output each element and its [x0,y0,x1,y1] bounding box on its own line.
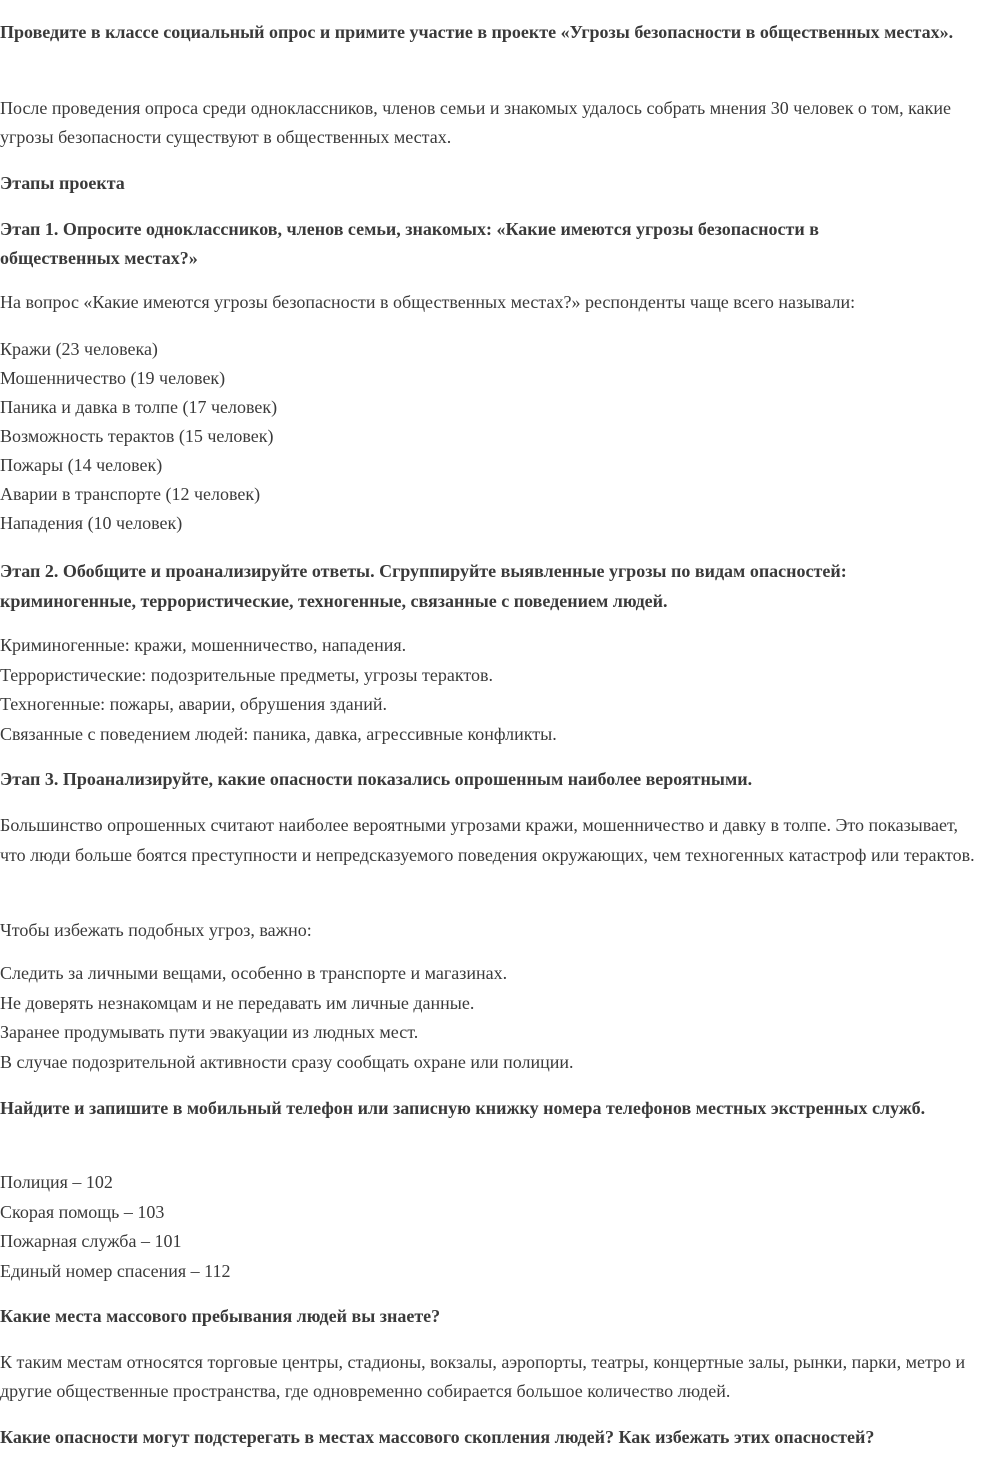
list-item: В случае подозрительной активности сразу сообщать охране или полиции. [0,1052,574,1073]
list-item: Пожарная служба – 101 [0,1231,182,1251]
list-item: Нападения (10 человек) [0,513,183,533]
places-heading: Какие места массового пребывания людей вы знаете? [0,1306,441,1326]
list-item: Скорая помощь – 103 [0,1201,165,1222]
stage2-heading: Этап 2. Обобщите и проанализируйте ответы. Сгруппируйте выявленные угрозы по видам опасностей: криминогенные, террористические, техногенные, связанные с поведением людей. [0,561,847,611]
list-item: Следить за личными вещами, особенно в транспорте и магазинах. [0,963,508,983]
places-text: К таким местам относятся торговые центры, стадионы, вокзалы, аэропорты, театры, концертные залы, рынки, парки, метро и другие общественные пространства, где одновременно собирается большое количество людей. [0,1352,966,1401]
intro-paragraph: После проведения опроса среди одноклассников, членов семьи и знакомых удалось собрать мнения 30 человек о том, какие угрозы безопасности существуют в общественных местах. [0,98,951,147]
list-item: Техногенные: пожары, аварии, обрушения зданий. [0,694,388,715]
stage2-list [0,631,975,750]
list-item: Аварии в транспорте (12 человек) [0,484,261,504]
stage1-heading: Этап 1. Опросите одноклассников, членов семьи, знакомых: «Какие имеются угрозы безопасности в общественных местах?» [0,219,819,268]
list-item: Мошенничество (19 человек) [0,368,226,388]
stage3-text: Большинство опрошенных считают наиболее вероятными угрозами кражи, мошенничество и давку в толпе. Это показывает, что люди больше боятся преступности и непредсказуемого поведения окружающих, чем техногенных катастроф или терактов. [0,815,975,865]
list-item: Кражи (23 человека) [0,339,158,359]
list-item: Связанные с поведением людей: паника, давка, агрессивные конфликты. [0,724,557,745]
list-item: Паника и давка в толпе (17 человек) [0,397,278,417]
list-item: Единый номер спасения – 112 [0,1260,231,1281]
list-item: Возможность терактов (15 человек) [0,426,274,446]
phones-heading: Найдите и запишите в мобильный телефон или записную книжку номера телефонов местных экстренных служб. [0,1098,926,1118]
stage1-list [0,335,975,538]
task-title: Проведите в классе социальный опрос и примите участие в проекте «Угрозы безопасности в общественных местах». [0,22,954,42]
list-item: Полиция – 102 [0,1172,113,1192]
list-item: Заранее продумывать пути эвакуации из людных мест. [0,1022,419,1043]
stage3-heading: Этап 3. Проанализируйте, какие опасности показались опрошенным наиболее вероятными. [0,769,753,789]
list-item: Пожары (14 человек) [0,455,163,475]
stage3-list [0,959,975,1078]
list-item: Террористические: подозрительные предметы, угрозы терактов. [0,664,493,685]
phones-list [0,1168,975,1286]
stages-heading: Этапы проекта [0,173,125,193]
dangers-heading: Какие опасности могут подстерегать в местах массового скопления людей? Как избежать этих опасностей? [0,1427,875,1447]
stage3-text2: Чтобы избежать подобных угроз, важно: [0,920,312,940]
list-item: Криминогенные: кражи, мошенничество, нападения. [0,635,407,655]
list-item: Не доверять незнакомцам и не передавать им личные данные. [0,992,475,1013]
stage1-text: На вопрос «Какие имеются угрозы безопасности в общественных местах?» респонденты чаще всего называли: [0,292,856,312]
